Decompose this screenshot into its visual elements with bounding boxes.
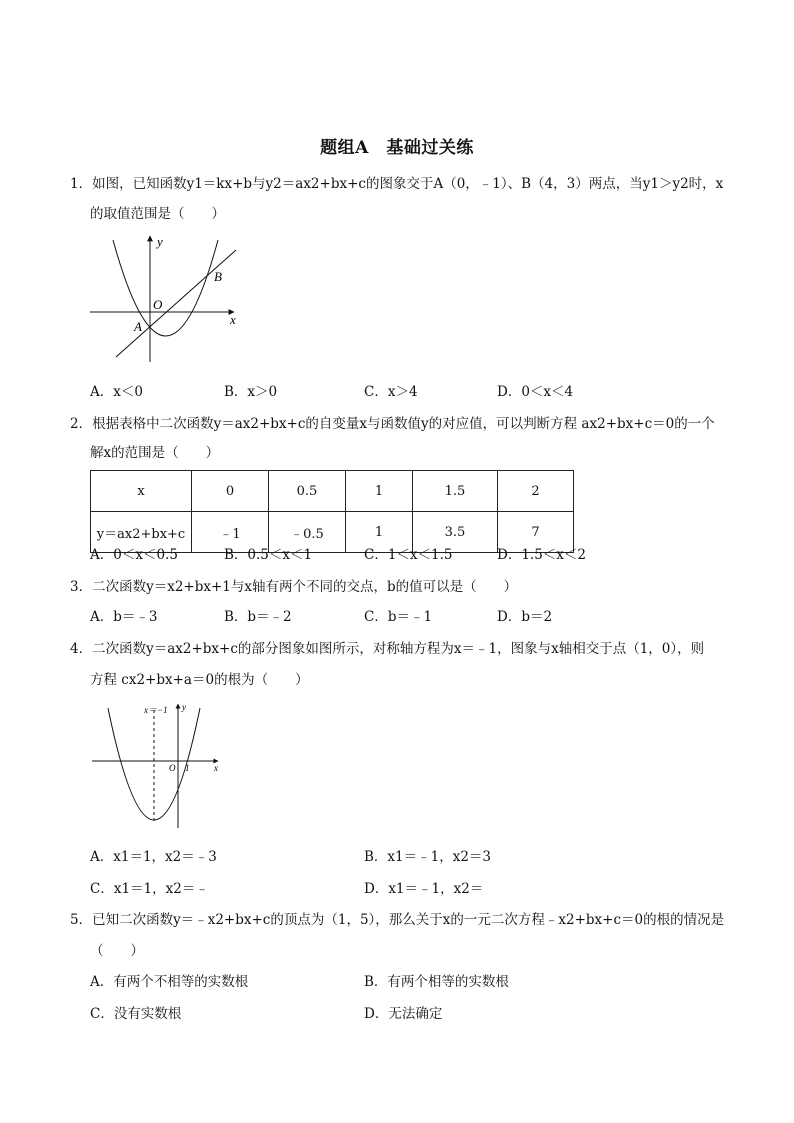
q2-value-table <box>90 470 574 553</box>
q1-stem-line2: 的取值范围是（ ） <box>90 206 225 222</box>
q1-origin-label: O <box>153 297 163 312</box>
q1-x-label: x <box>230 312 236 327</box>
q3-option-d[interactable]: D．b＝2 <box>497 609 553 625</box>
table-cell: 1 <box>346 512 413 553</box>
table-row <box>91 471 574 512</box>
table-cell: 0 <box>192 471 269 512</box>
q4-option-c[interactable]: C．x1＝1，x2＝﹣ <box>90 881 209 897</box>
q5-option-d[interactable]: D．无法确定 <box>364 1006 443 1022</box>
q4-x-label: x <box>214 763 218 773</box>
q4-stem-line2: 方程 cx2+bx+a＝0的根为（ ） <box>90 672 309 688</box>
q3-stem: 3．二次函数y＝x2+bx+1与x轴有两个不同的交点，b的值可以是（ ） <box>70 579 518 595</box>
q1-point-b-label: B <box>214 269 222 284</box>
table-cell: 0.5 <box>269 471 346 512</box>
q2-option-a[interactable]: A．0＜x＜0.5 <box>90 547 178 563</box>
q1-point-a-label: A <box>134 319 142 334</box>
q2-option-d[interactable]: D．1.5＜x＜2 <box>497 547 586 563</box>
table-cell: x <box>91 471 192 512</box>
q5-stem-line2: （ ） <box>90 943 144 959</box>
q1-figure <box>88 232 248 367</box>
table-cell: 1.5 <box>413 471 498 512</box>
q4-one-label: 1 <box>185 763 190 773</box>
q4-origin-label: O <box>169 763 176 773</box>
q1-option-d[interactable]: D．0＜x＜4 <box>497 384 574 400</box>
q2-option-c[interactable]: C．1＜x＜1.5 <box>364 547 453 563</box>
q4-option-d[interactable]: D．x1＝﹣1，x2＝ <box>364 881 484 897</box>
page-title: 题组A 基础过关练 <box>320 138 474 158</box>
q1-option-c[interactable]: C．x＞4 <box>364 384 418 400</box>
q2-stem-line1: 2．根据表格中二次函数y＝ax2+bx+c的自变量x与函数值y的对应值，可以判断方程 ax2+bx+c＝0的一个 <box>70 416 715 432</box>
q2-option-b[interactable]: B．0.5＜x＜1 <box>224 547 313 563</box>
table-cell: ﹣1 <box>192 512 269 553</box>
q4-stem-line1: 4．二次函数y＝ax2+bx+c的部分图象如图所示，对称轴方程为x＝﹣1，图象与x轴相交于点（1，0），则 <box>70 641 705 657</box>
q4-option-a[interactable]: A．x1＝1，x2＝﹣3 <box>90 849 217 865</box>
q5-stem-line1: 5．已知二次函数y＝﹣x2+bx+c的顶点为（1，5），那么关于x的一元二次方程﹣x2+bx+c＝0的根的情况是 <box>70 912 725 928</box>
table-cell: 7 <box>498 512 574 553</box>
q4-figure <box>88 700 228 830</box>
q3-option-b[interactable]: B．b＝﹣2 <box>224 609 292 625</box>
table-cell: 1 <box>346 471 413 512</box>
q1-stem-line1: 1．如图，已知函数y1＝kx+b与y2＝ax2+bx+c的图象交于A（0，﹣1）、B（4，3）两点，当y1＞y2时，x <box>70 176 724 192</box>
q5-option-b[interactable]: B．有两个相等的实数根 <box>364 974 509 990</box>
q1-parabola-y2 <box>113 240 218 336</box>
q5-option-c[interactable]: C．没有实数根 <box>90 1006 182 1022</box>
table-cell: y＝ax2+bx+c <box>91 512 192 553</box>
q4-y-label: y <box>182 702 186 712</box>
table-cell: 2 <box>498 471 574 512</box>
table-cell: ﹣0.5 <box>269 512 346 553</box>
q2-stem-line2: 解x的范围是（ ） <box>90 445 220 461</box>
table-cell: 3.5 <box>413 512 498 553</box>
q5-option-a[interactable]: A．有两个不相等的实数根 <box>90 974 249 990</box>
q4-option-b[interactable]: B．x1＝﹣1，x2＝3 <box>364 849 492 865</box>
q1-option-b[interactable]: B．x＞0 <box>224 384 278 400</box>
q1-y-label: y <box>157 234 163 249</box>
q1-line-y1 <box>116 250 236 357</box>
q3-option-a[interactable]: A．b＝﹣3 <box>90 609 158 625</box>
q1-option-a[interactable]: A．x＜0 <box>90 384 143 400</box>
q4-axis-of-symmetry-label: x＝−1 <box>144 705 168 715</box>
q3-option-c[interactable]: C．b＝﹣1 <box>364 609 433 625</box>
